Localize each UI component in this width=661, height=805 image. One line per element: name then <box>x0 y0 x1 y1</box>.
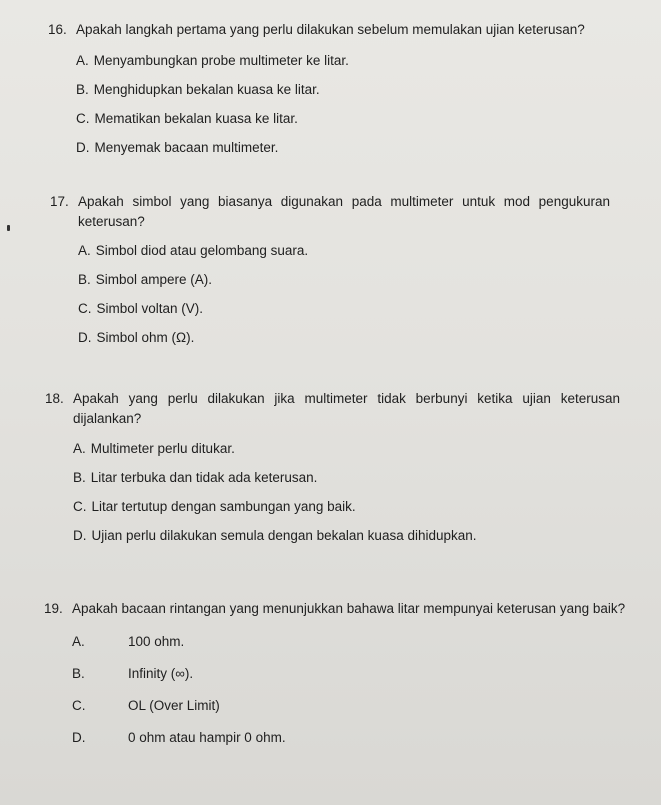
option-letter: B. <box>76 82 89 97</box>
option-text: Litar terbuka dan tidak ada keterusan. <box>90 470 318 485</box>
option-letter: C. <box>76 111 90 126</box>
option-letter: D. <box>73 528 87 543</box>
question-title <box>45 389 620 429</box>
option-text: 0 ohm atau hampir 0 ohm. <box>128 730 286 745</box>
question-number: 17. <box>50 194 69 209</box>
option-letter: A. <box>76 53 89 68</box>
question-text: Apakah yang perlu dilakukan jika multimeter tidak berbunyi ketika ujian keterusan dijalankan? <box>73 391 620 426</box>
option-c <box>78 299 610 328</box>
option-d <box>78 328 610 357</box>
option-b <box>78 270 610 299</box>
options-list <box>72 632 632 760</box>
option-letter: B. <box>72 666 85 681</box>
option-text: Simbol ampere (A). <box>95 272 213 287</box>
option-letter: D. <box>76 140 90 155</box>
option-c <box>73 497 620 526</box>
option-text: Menghidupkan bekalan kuasa ke litar. <box>93 82 320 97</box>
option-b <box>72 664 632 696</box>
option-c <box>72 696 632 728</box>
question-title <box>44 599 632 619</box>
option-text: Infinity (∞). <box>128 666 194 681</box>
option-text: OL (Over Limit) <box>128 698 220 713</box>
option-c <box>76 109 623 138</box>
option-d <box>72 728 632 760</box>
option-letter: B. <box>78 272 91 287</box>
margin-mark <box>7 225 10 231</box>
option-text: Multimeter perlu ditukar. <box>90 441 235 456</box>
option-b <box>73 468 620 497</box>
question-17 <box>50 192 610 357</box>
option-text: Simbol diod atau gelombang suara. <box>95 243 309 258</box>
options-list <box>73 439 620 555</box>
option-letter: A. <box>72 634 85 649</box>
options-list <box>78 241 610 357</box>
option-a <box>78 241 610 270</box>
question-title <box>48 20 623 40</box>
option-text: Litar tertutup dengan sambungan yang baik. <box>91 499 356 514</box>
option-d <box>76 138 623 167</box>
option-a <box>76 51 623 80</box>
option-text: Menyemak bacaan multimeter. <box>94 140 279 155</box>
question-text: Apakah bacaan rintangan yang menunjukkan bahawa litar mempunyai keterusan yang baik? <box>72 601 626 616</box>
options-list <box>76 51 623 167</box>
question-text: Apakah langkah pertama yang perlu dilakukan sebelum memulakan ujian keterusan? <box>76 22 585 37</box>
option-b <box>76 80 623 109</box>
option-text: Ujian perlu dilakukan semula dengan bekalan kuasa dihidupkan. <box>91 528 477 543</box>
option-letter: A. <box>73 441 86 456</box>
question-number: 16. <box>48 22 67 37</box>
option-text: Menyambungkan probe multimeter ke litar. <box>93 53 349 68</box>
question-title <box>50 192 610 232</box>
question-19 <box>44 599 632 760</box>
question-18 <box>45 389 620 555</box>
question-16 <box>48 20 623 167</box>
option-letter: D. <box>72 730 86 745</box>
option-a <box>73 439 620 468</box>
question-number: 19. <box>44 601 63 616</box>
option-letter: B. <box>73 470 86 485</box>
option-d <box>73 526 620 555</box>
option-text: Mematikan bekalan kuasa ke litar. <box>94 111 298 126</box>
option-letter: C. <box>72 698 86 713</box>
option-text: Simbol voltan (V). <box>96 301 204 316</box>
option-text: Simbol ohm (Ω). <box>96 330 195 345</box>
option-letter: C. <box>73 499 87 514</box>
option-letter: C. <box>78 301 92 316</box>
question-text: Apakah simbol yang biasanya digunakan pada multimeter untuk mod pengukuran keterusan? <box>78 194 610 229</box>
option-text: 100 ohm. <box>128 634 185 649</box>
option-a <box>72 632 632 664</box>
question-number: 18. <box>45 391 64 406</box>
option-letter: D. <box>78 330 92 345</box>
option-letter: A. <box>78 243 91 258</box>
